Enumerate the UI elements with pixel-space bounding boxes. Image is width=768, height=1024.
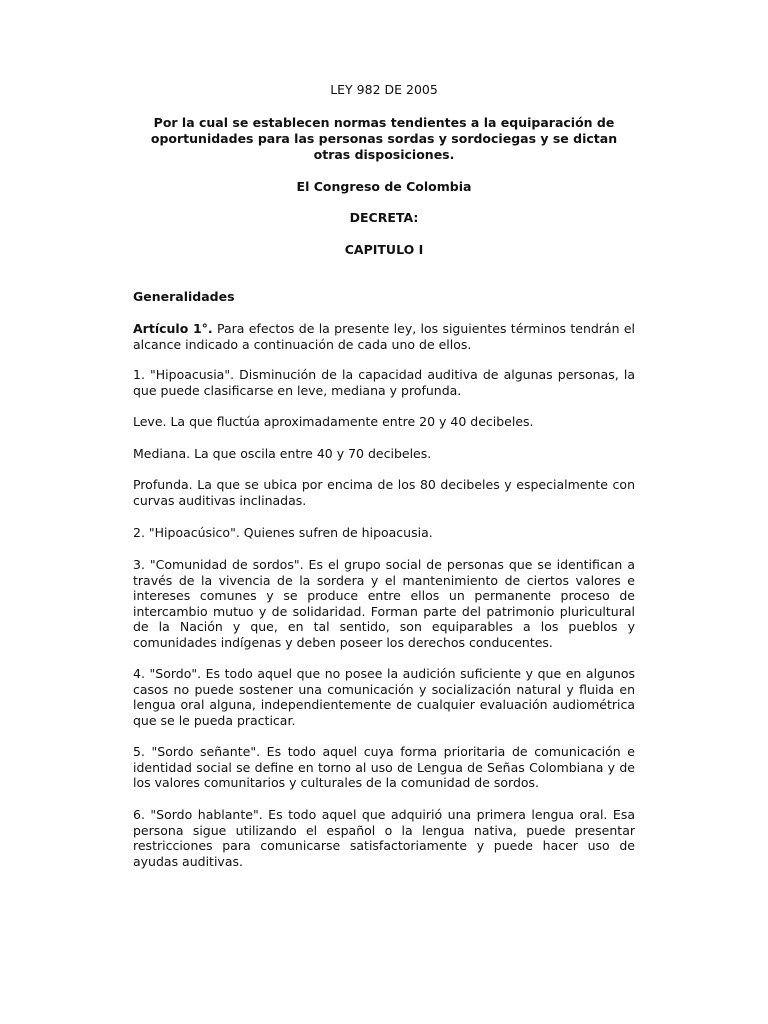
paragraph-sordo-senante: 5. "Sordo señante". Es todo aquel cuya forma prioritaria de comunicación e identidad social se define en torno al uso de Lengua de Señas Colombiana y de los valores comunitarios y culturales de la comunidad de sordos. xyxy=(133,744,635,790)
paragraph-sordo-hablante: 6. "Sordo hablante". Es todo aquel que adquirió una primera lengua oral. Esa persona sigue utilizando el español o la lengua nativa, puede presentar restricciones para comunicarse satisfactoriamente y puede hacer uso de ayudas auditivas. xyxy=(133,807,635,869)
article-1-label: Artículo 1°. xyxy=(133,321,213,336)
issuer: El Congreso de Colombia xyxy=(296,179,472,194)
law-subject: Por la cual se establecen normas tendientes a la equiparación de oportunidades para las personas sordas y sordociegas y se dictan otras disposiciones. xyxy=(150,115,618,162)
section-heading: Generalidades xyxy=(133,289,235,304)
law-number: LEY 982 DE 2005 xyxy=(330,82,438,97)
paragraph-mediana: Mediana. La que oscila entre 40 y 70 decibeles. xyxy=(133,446,432,461)
paragraph-comunidad-de-sordos: 3. "Comunidad de sordos". Es el grupo social de personas que se identifican a través de la vivencia de la sordera y el mantenimiento de ciertos valores e intereses comunes y se produce entre ellos un permanente proceso de intercambio mutuo y de solidaridad. Forman parte del patrimonio pluricultural de la Nación y que, en tal sentido, son equiparables a los pueblos y comunidades indígenas y deben poseer los derechos conducentes. xyxy=(133,557,635,650)
paragraph-profunda: Profunda. La que se ubica por encima de los 80 decibeles y especialmente con curvas auditivas inclinadas. xyxy=(133,477,635,508)
paragraph-sordo: 4. "Sordo". Es todo aquel que no posee la audición suficiente y que en algunos casos no puede sostener una comunicación y socialización natural y fluida en lengua oral alguna, independientemente de cualquier evaluación audiométrica que se le pueda practicar. xyxy=(133,666,635,728)
article-1-text: Para efectos de la presente ley, los siguientes términos tendrán el alcance indicado a continuación de cada uno de ellos. xyxy=(133,321,635,352)
decree-heading: DECRETA: xyxy=(349,210,419,225)
article-1 xyxy=(133,321,635,352)
paragraph-hipoacusico: 2. "Hipoacúsico". Quienes sufren de hipoacusia. xyxy=(133,525,433,540)
paragraph-leve: Leve. La que fluctúa aproximadamente entre 20 y 40 decibeles. xyxy=(133,414,534,429)
paragraph-hipoacusia: 1. "Hipoacusia". Disminución de la capacidad auditiva de algunas personas, la que puede clasificarse en leve, mediana y profunda. xyxy=(133,367,635,398)
chapter-heading: CAPITULO I xyxy=(344,242,424,257)
